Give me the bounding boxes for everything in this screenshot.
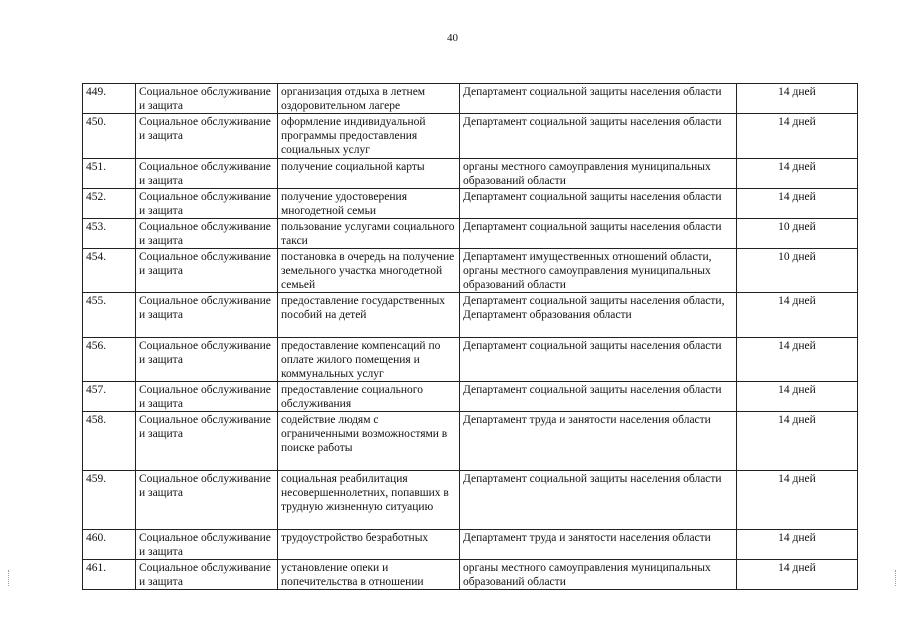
term-cell: 14 дней <box>737 382 858 412</box>
life-situation-cell: получение удостоверения многодетной семьи <box>278 189 460 219</box>
row-number: 451. <box>83 159 136 189</box>
term-cell: 14 дней <box>737 114 858 159</box>
sphere-cell: Социальное обслуживание и защита <box>136 560 278 590</box>
life-situation-cell: трудоустройство безработных <box>278 530 460 560</box>
sphere-cell: Социальное обслуживание и защита <box>136 471 278 530</box>
sphere-cell: Социальное обслуживание и защита <box>136 159 278 189</box>
authority-cell: Департамент социальной защиты населения области <box>460 114 737 159</box>
authority-cell: Департамент социальной защиты населения области <box>460 219 737 249</box>
term-cell: 14 дней <box>737 159 858 189</box>
page-number: 40 <box>447 32 458 44</box>
authority-cell: Департамент труда и занятости населения области <box>460 530 737 560</box>
life-situation-cell: установление опеки и попечительства в отношении <box>278 560 460 590</box>
term-cell: 14 дней <box>737 84 858 114</box>
term-cell: 10 дней <box>737 249 858 293</box>
authority-cell: органы местного самоуправления муниципальных образований области <box>460 560 737 590</box>
sphere-cell: Социальное обслуживание и защита <box>136 219 278 249</box>
life-situation-cell: оформление индивидуальной программы предоставления социальных услуг <box>278 114 460 159</box>
row-number: 459. <box>83 471 136 530</box>
sphere-cell: Социальное обслуживание и защита <box>136 114 278 159</box>
row-number: 454. <box>83 249 136 293</box>
scan-margin-mark-right <box>895 570 897 586</box>
life-situation-cell: организация отдыха в летнем оздоровительном лагере <box>278 84 460 114</box>
authority-cell: Департамент социальной защиты населения области <box>460 382 737 412</box>
term-cell: 14 дней <box>737 338 858 382</box>
authority-cell: Департамент социальной защиты населения области <box>460 189 737 219</box>
sphere-cell: Социальное обслуживание и защита <box>136 189 278 219</box>
scan-margin-mark-left <box>8 570 10 586</box>
term-cell: 14 дней <box>737 530 858 560</box>
life-situation-cell: постановка в очередь на получение земельного участка многодетной семьей <box>278 249 460 293</box>
table-row <box>83 471 858 530</box>
table-row <box>83 293 858 338</box>
sphere-cell: Социальное обслуживание и защита <box>136 293 278 338</box>
table-row <box>83 159 858 189</box>
table-row <box>83 84 858 114</box>
table-body <box>83 84 858 590</box>
table-row <box>83 114 858 159</box>
authority-cell: Департамент имущественных отношений области, органы местного самоуправления муниципальных образований области <box>460 249 737 293</box>
row-number: 458. <box>83 412 136 471</box>
row-number: 452. <box>83 189 136 219</box>
term-cell: 14 дней <box>737 189 858 219</box>
life-situation-cell: пользование услугами социального такси <box>278 219 460 249</box>
life-situation-cell: предоставление компенсаций по оплате жилого помещения и коммунальных услуг <box>278 338 460 382</box>
authority-cell: Департамент социальной защиты населения области <box>460 471 737 530</box>
term-cell: 14 дней <box>737 560 858 590</box>
sphere-cell: Социальное обслуживание и защита <box>136 84 278 114</box>
row-number: 455. <box>83 293 136 338</box>
life-situation-cell: содействие людям с ограниченными возможностями в поиске работы <box>278 412 460 471</box>
sphere-cell: Социальное обслуживание и защита <box>136 338 278 382</box>
life-situation-cell: предоставление социального обслуживания <box>278 382 460 412</box>
row-number: 457. <box>83 382 136 412</box>
sphere-cell: Социальное обслуживание и защита <box>136 530 278 560</box>
row-number: 449. <box>83 84 136 114</box>
table-row <box>83 382 858 412</box>
table-row <box>83 530 858 560</box>
table-row <box>83 219 858 249</box>
sphere-cell: Социальное обслуживание и защита <box>136 412 278 471</box>
authority-cell: Департамент социальной защиты населения области <box>460 338 737 382</box>
table-row <box>83 560 858 590</box>
life-situation-cell: получение социальной карты <box>278 159 460 189</box>
table-row <box>83 338 858 382</box>
authority-cell: Департамент социальной защиты населения области <box>460 84 737 114</box>
services-table <box>82 83 858 590</box>
term-cell: 14 дней <box>737 412 858 471</box>
term-cell: 14 дней <box>737 471 858 530</box>
table-row <box>83 189 858 219</box>
authority-cell: органы местного самоуправления муниципальных образований области <box>460 159 737 189</box>
term-cell: 10 дней <box>737 219 858 249</box>
table-row <box>83 249 858 293</box>
term-cell: 14 дней <box>737 293 858 338</box>
life-situation-cell: предоставление государственных пособий на детей <box>278 293 460 338</box>
sphere-cell: Социальное обслуживание и защита <box>136 249 278 293</box>
row-number: 460. <box>83 530 136 560</box>
table-row <box>83 412 858 471</box>
row-number: 453. <box>83 219 136 249</box>
row-number: 456. <box>83 338 136 382</box>
sphere-cell: Социальное обслуживание и защита <box>136 382 278 412</box>
life-situation-cell: социальная реабилитация несовершеннолетних, попавших в трудную жизненную ситуацию <box>278 471 460 530</box>
row-number: 461. <box>83 560 136 590</box>
authority-cell: Департамент труда и занятости населения области <box>460 412 737 471</box>
row-number: 450. <box>83 114 136 159</box>
authority-cell: Департамент социальной защиты населения области, Департамент образования области <box>460 293 737 338</box>
